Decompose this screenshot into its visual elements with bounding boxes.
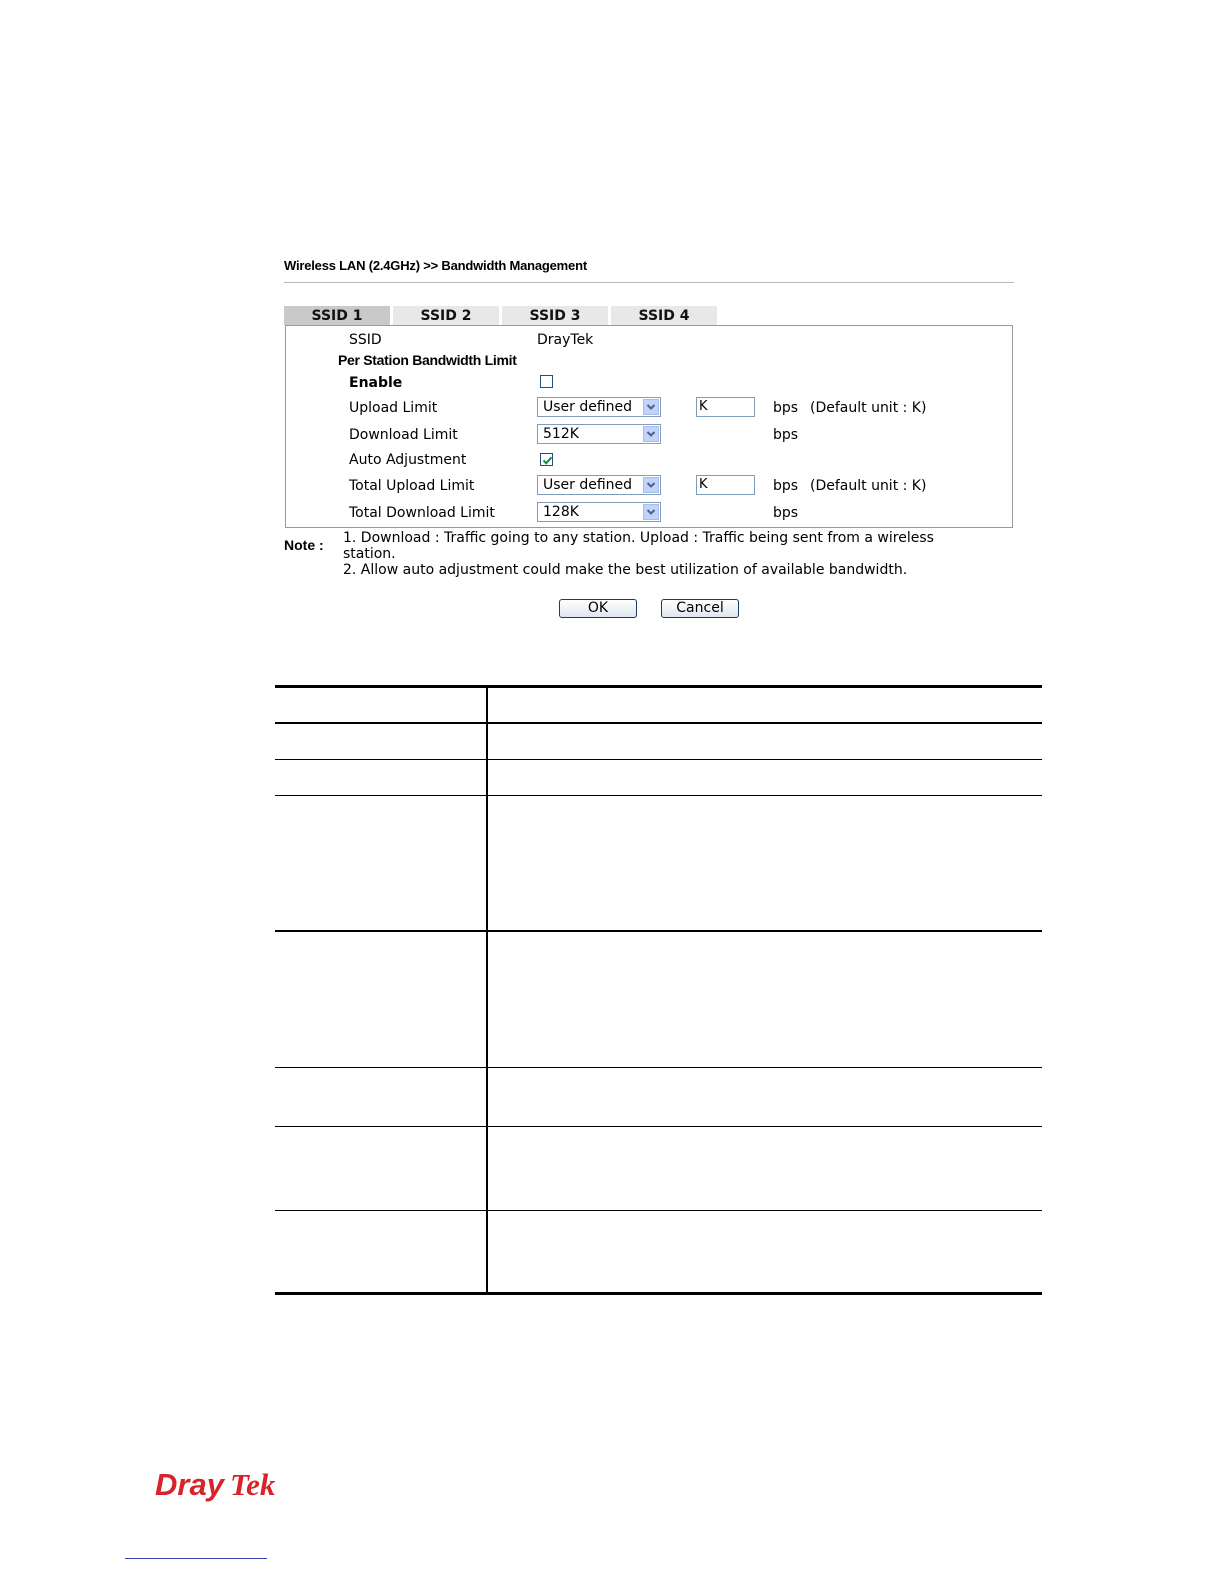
note-line-1-cont: station. — [343, 546, 396, 562]
table-bottom-border — [275, 1292, 1042, 1295]
total-download-bps-label: bps — [773, 505, 799, 521]
enable-label: Enable — [349, 375, 403, 391]
total-upload-limit-select[interactable] — [537, 475, 661, 495]
note-label: Note : — [284, 537, 324, 553]
total-upload-limit-label: Total Upload Limit — [349, 478, 475, 494]
checkmark-icon — [542, 455, 553, 466]
download-limit-select[interactable] — [537, 424, 661, 444]
table-row-divider — [275, 1210, 1042, 1211]
auto-adjustment-label: Auto Adjustment — [349, 452, 467, 468]
table-column-divider — [486, 687, 488, 1293]
chevron-down-icon — [643, 477, 659, 493]
ssid-label: SSID — [349, 332, 382, 348]
table-top-border — [275, 685, 1042, 688]
breadcrumb-divider — [284, 282, 1014, 283]
table-row-divider — [275, 1067, 1042, 1068]
upload-limit-label: Upload Limit — [349, 400, 438, 416]
auto-adjustment-checkbox[interactable] — [540, 453, 553, 466]
tab-ssid-4[interactable]: SSID 4 — [611, 306, 717, 325]
upload-default-unit: (Default unit : K) — [810, 400, 927, 416]
note-line-2: 2. Allow auto adjustment could make the best utilization of available bandwidth. — [343, 562, 908, 578]
table-row-divider — [275, 930, 1042, 932]
page-breadcrumb: Wireless LAN (2.4GHz) >> Bandwidth Management — [284, 258, 587, 273]
note-line-1: 1. Download : Traffic going to any station. Upload : Traffic being sent from a wireless — [343, 530, 934, 546]
tab-ssid-1[interactable]: SSID 1 — [284, 306, 390, 325]
chevron-down-icon — [643, 504, 659, 520]
total-upload-select-value: User defined — [543, 477, 633, 493]
chevron-down-icon — [643, 399, 659, 415]
ssid-value: DrayTek — [537, 332, 594, 348]
chevron-down-icon — [643, 426, 659, 442]
table-row-divider — [275, 795, 1042, 796]
footer-divider — [125, 1558, 267, 1559]
total-download-limit-label: Total Download Limit — [349, 505, 495, 521]
description-table — [275, 685, 1042, 1295]
svg-text:Dray: Dray — [155, 1467, 224, 1502]
ssid-tabs — [284, 306, 720, 325]
total-download-limit-select[interactable] — [537, 502, 661, 522]
download-limit-select-value: 512K — [543, 426, 579, 442]
total-download-select-value: 128K — [543, 504, 579, 520]
upload-limit-select-value: User defined — [543, 399, 633, 415]
download-bps-label: bps — [773, 427, 799, 443]
tab-ssid-3[interactable]: SSID 3 — [502, 306, 608, 325]
upload-limit-select[interactable] — [537, 397, 661, 417]
table-header-divider — [275, 722, 1042, 724]
table-row-divider — [275, 1126, 1042, 1127]
svg-text:Tek: Tek — [230, 1467, 276, 1502]
cancel-button[interactable]: Cancel — [661, 599, 739, 618]
ok-button[interactable]: OK — [559, 599, 637, 618]
draytek-logo — [155, 1465, 295, 1509]
upload-bps-label: bps — [773, 400, 799, 416]
table-row-divider — [275, 759, 1042, 760]
total-upload-limit-input[interactable]: K — [696, 475, 755, 495]
enable-checkbox[interactable] — [540, 375, 553, 388]
download-limit-label: Download Limit — [349, 427, 458, 443]
total-upload-default-unit: (Default unit : K) — [810, 478, 927, 494]
upload-limit-input[interactable]: K — [696, 397, 755, 417]
section-title: Per Station Bandwidth Limit — [338, 352, 517, 368]
tab-ssid-2[interactable]: SSID 2 — [393, 306, 499, 325]
total-upload-bps-label: bps — [773, 478, 799, 494]
